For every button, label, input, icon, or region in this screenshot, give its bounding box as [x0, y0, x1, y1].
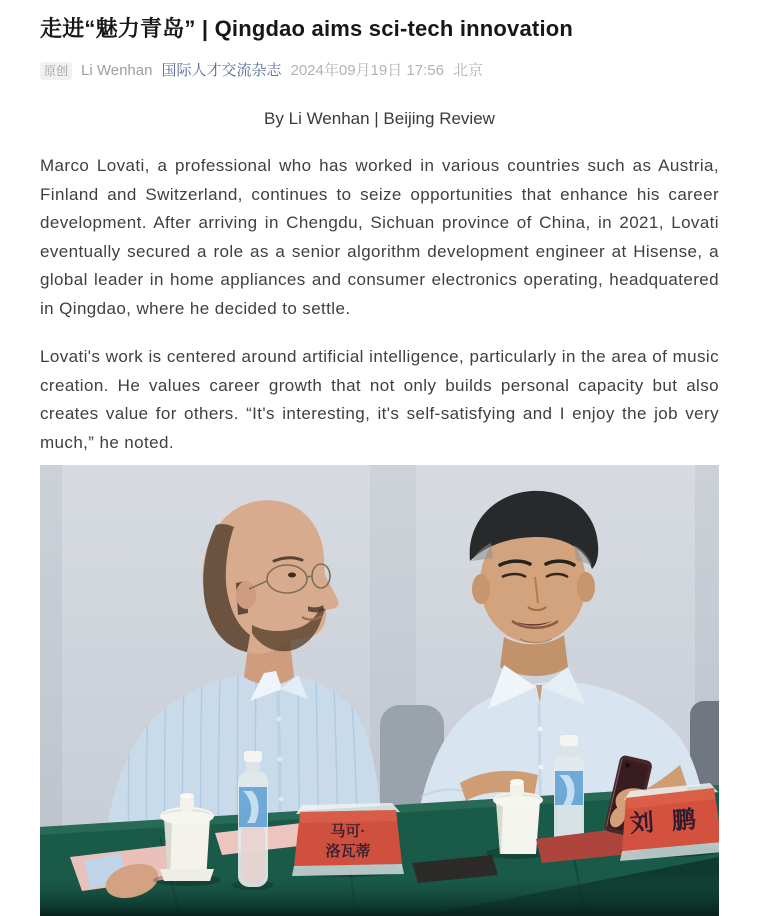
left-person-ear — [236, 581, 256, 609]
byline: By Li Wenhan | Beijing Review — [264, 109, 495, 128]
paragraph-1: Marco Lovati, a professional who has worked in various countries such as Austria, Finland and Switzerland, continues to seize opportunities that enhance his career development. After arriving in Chengdu, Sichuan province of China, in 2021, Lovati eventually secured a role as a senior algorithm development engineer at Hisense, a global leader in home appliances and consumer electronics operating, headquatered in Qingdao, where he decided to settle. — [40, 156, 719, 318]
article-photo — [40, 465, 719, 916]
name-card-right-name: 刘鹏 — [629, 805, 715, 838]
account-link[interactable]: 国际人才交流杂志 — [161, 62, 282, 79]
meeting-photo-illustration — [40, 465, 719, 916]
paragraph-2: Lovati's work is centered around artificial intelligence, particularly in the area of music creation. He values career growth that not only builds personal capacity but also creates value for others. “It's interesting, it's self-satisfying and I enjoy the job very much,” he noted. — [40, 347, 719, 452]
right-person-ear-right — [577, 572, 595, 602]
name-card-left — [292, 803, 404, 877]
publish-datetime: 2024年09月19日 17:56 — [290, 62, 444, 79]
name-card-left-line1: 马可· — [330, 823, 366, 840]
article-meta — [40, 60, 719, 81]
publish-location: 北京 — [452, 62, 483, 79]
original-badge: 原创 — [40, 62, 72, 80]
name-card-right — [620, 783, 719, 861]
author-name: Li Wenhan — [81, 62, 153, 79]
article-title: 走进“魅力青岛” | Qingdao aims sci-tech innovation — [40, 16, 574, 41]
name-card-left-line2: 洛瓦蒂 — [325, 843, 371, 860]
right-person-ear-left — [472, 574, 490, 604]
